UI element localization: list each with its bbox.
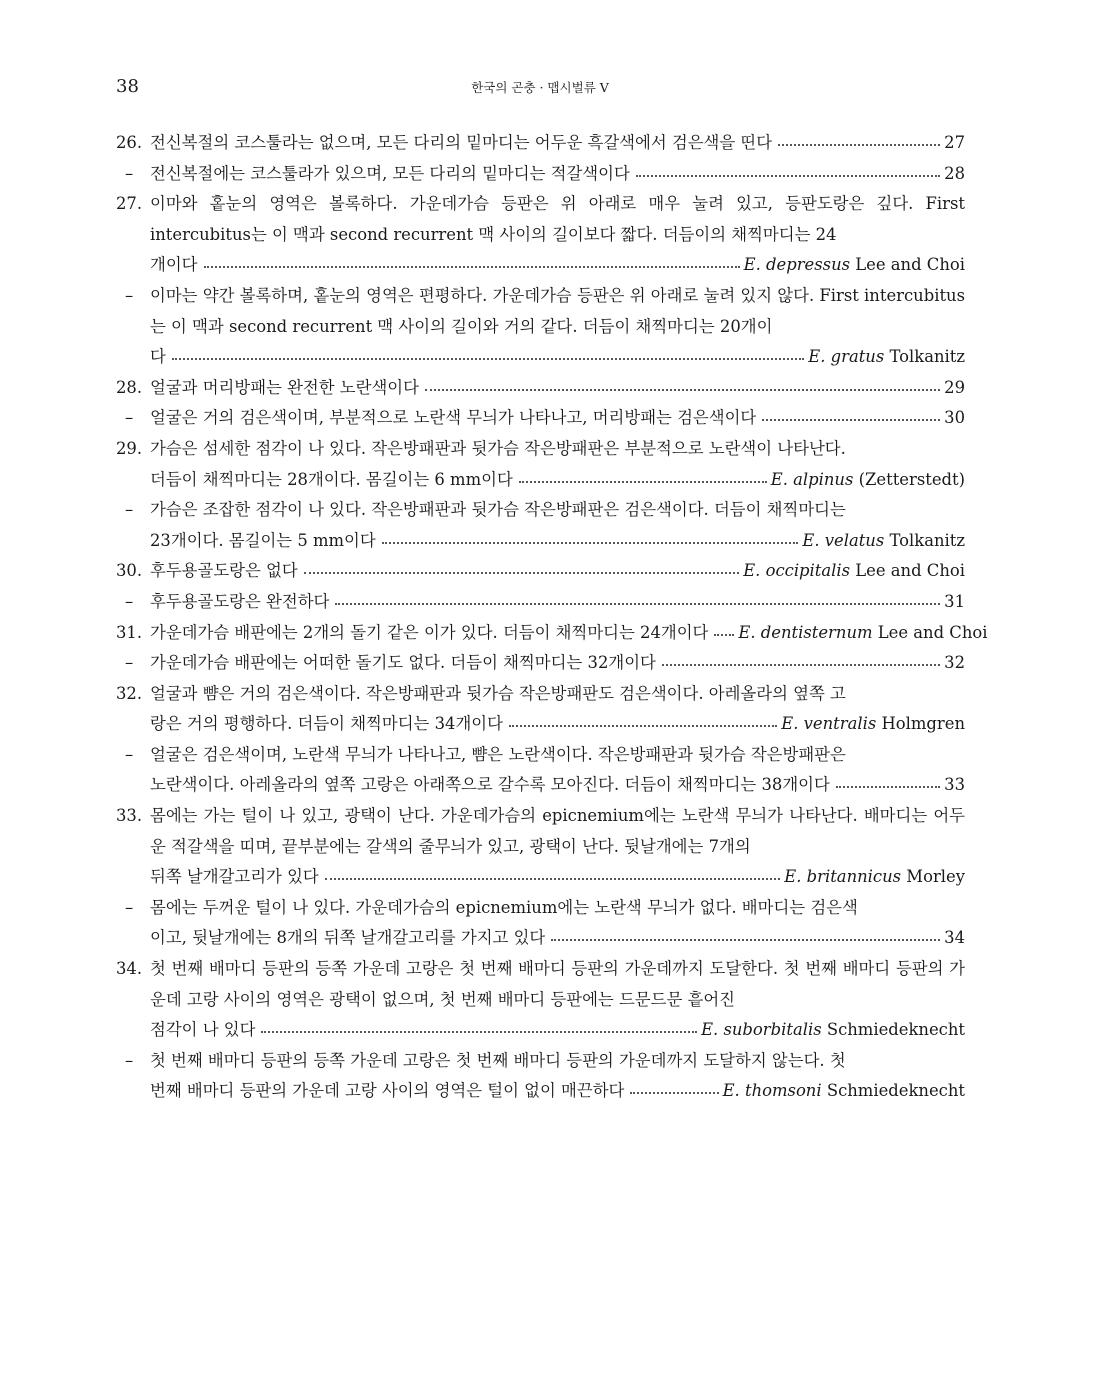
couplet-number: – [125, 653, 134, 673]
couplet-result [944, 770, 965, 801]
dot-leader [172, 343, 804, 360]
couplet-text: 후두용골도랑은 완전하다 [150, 591, 330, 611]
species-author: Schmiedeknecht [826, 1081, 965, 1101]
couplet-result [743, 556, 965, 587]
couplet-text-end: 개이다 [150, 255, 198, 275]
next-couplet-ref: 28 [944, 163, 965, 183]
species-name: E. dentisternum [738, 622, 873, 642]
couplet-result-line [150, 373, 965, 404]
key-couplet [116, 801, 965, 893]
key-couplet [116, 648, 965, 679]
dot-leader [261, 1016, 697, 1033]
couplet-result [784, 862, 965, 893]
dot-leader [662, 649, 940, 666]
couplet-result [738, 618, 987, 649]
couplet-text: 얼굴과 뺨은 거의 검은색이다. 작은방패판과 뒷가슴 작은방패판도 검은색이다. 아레올라의 옆쪽 고 [150, 683, 846, 703]
dot-leader [519, 466, 767, 483]
couplet-text-end: 번째 배마디 등판의 가운데 고랑 사이의 영역은 털이 없이 매끈하다 [150, 1081, 625, 1101]
dot-leader [382, 527, 799, 544]
couplet-result [944, 373, 965, 404]
species-name: E. gratus [808, 347, 885, 367]
dot-leader [551, 925, 940, 942]
running-title: 한국의 곤충 · 맵시벌류 V [471, 80, 609, 95]
couplet-number: 34. [116, 959, 143, 979]
key-couplet [116, 679, 965, 740]
key-couplet [116, 434, 965, 495]
couplet-result [944, 403, 965, 434]
key-couplet [116, 128, 965, 159]
species-name: E. suborbitalis [701, 1020, 822, 1040]
couplet-number: 30. [116, 561, 143, 581]
next-couplet-ref: 29 [944, 377, 965, 397]
couplet-result-line [150, 128, 965, 159]
couplet-text-end: 뒤쪽 날개갈고리가 있다 [150, 867, 319, 887]
couplet-result-line [150, 465, 965, 496]
couplet-result-line [150, 648, 965, 679]
couplet-text: 가운데가슴 배판에는 어떠한 돌기도 없다. 더듬이 채찍마디는 32개이다 [150, 653, 656, 673]
dot-leader [304, 558, 739, 575]
species-author: Lee and Choi [855, 255, 965, 275]
next-couplet-ref: 34 [944, 928, 965, 948]
dot-leader [509, 711, 777, 728]
couplet-number: 27. [116, 194, 143, 214]
species-author: Tolkanitz [889, 347, 965, 367]
couplet-result-line [150, 159, 965, 190]
couplet-text-end: 23개이다. 몸길이는 5 mm이다 [150, 530, 376, 550]
key-couplet [116, 403, 965, 434]
dot-leader [778, 129, 940, 146]
couplet-text: 가슴은 조잡한 점각이 나 있다. 작은방패판과 뒷가슴 작은방패판은 검은색이다. 더듬이 채찍마디는 [150, 500, 846, 520]
dot-leader [636, 160, 940, 177]
couplet-result-line [150, 618, 988, 649]
species-author: Lee and Choi [877, 622, 988, 642]
couplet-number: – [125, 408, 134, 428]
couplet-result [802, 526, 965, 557]
key-couplet [116, 373, 965, 404]
identification-key [116, 128, 988, 1107]
species-author: Lee and Choi [855, 561, 965, 581]
couplet-result-line [150, 1015, 965, 1046]
couplet-result [808, 342, 965, 373]
key-couplet [116, 618, 988, 649]
couplet-number: – [125, 897, 134, 917]
couplet-number: – [125, 744, 134, 764]
couplet-result-line [150, 923, 965, 954]
couplet-text: 가슴은 섬세한 점각이 나 있다. 작은방패판과 뒷가슴 작은방패판은 부분적으로 노란색이 나타난다. [150, 438, 846, 458]
couplet-result-line [150, 250, 965, 281]
couplet-result-line [150, 587, 965, 618]
couplet-text: 몸에는 두꺼운 털이 나 있다. 가운데가슴의 epicnemium에는 노란색 무늬가 없다. 배마디는 검은색 [150, 897, 858, 917]
page-header [116, 76, 964, 100]
next-couplet-ref: 31 [944, 591, 965, 611]
couplet-result [944, 648, 965, 679]
couplet-text: 첫 번째 배마디 등판의 등쪽 가운데 고랑은 첫 번째 배마디 등판의 가운데까지 도달한다. 첫 번째 배마디 등판의 가운데 고랑 사이의 영역은 광택이 없으며, 첫 번째 배마디 등판에는 드문드문 흩어진 [150, 959, 965, 1009]
couplet-text-end: 노란색이다. 아레올라의 옆쪽 고랑은 아래쪽으로 갈수록 모아진다. 더듬이 채찍마디는 38개이다 [150, 775, 830, 795]
dot-leader [335, 588, 940, 605]
couplet-number: 32. [116, 683, 143, 703]
couplet-number: 33. [116, 806, 143, 826]
page-number: 38 [116, 76, 139, 97]
species-name: E. alpinus [770, 469, 854, 489]
key-couplet [116, 954, 965, 1046]
couplet-result [744, 250, 965, 281]
dot-leader [325, 864, 780, 881]
species-author: Holmgren [881, 714, 965, 734]
species-author: (Zetterstedt) [858, 469, 965, 489]
dot-leader [630, 1078, 718, 1095]
couplet-text-end: 점각이 나 있다 [150, 1020, 256, 1040]
next-couplet-ref: 32 [944, 653, 965, 673]
couplet-text: 후두용골도랑은 없다 [150, 561, 298, 581]
couplet-text: 얼굴과 머리방패는 완전한 노란색이다 [150, 377, 419, 397]
key-couplet [116, 495, 965, 556]
key-couplet [116, 893, 965, 954]
couplet-text: 얼굴은 검은색이며, 노란색 무늬가 나타나고, 뺨은 노란색이다. 작은방패판과 뒷가슴 작은방패판은 [150, 744, 846, 764]
couplet-text-end: 랑은 거의 평행하다. 더듬이 채찍마디는 34개이다 [150, 714, 503, 734]
dot-leader [762, 405, 940, 422]
couplet-text: 몸에는 가는 털이 나 있고, 광택이 난다. 가운데가슴의 epicnemium에는 노란색 무늬가 나타난다. 배마디는 어두운 적갈색을 띠며, 끝부분에는 갈색의 줄무늬가 있고, 광택이 난다. 뒷날개에는 7개의 [150, 806, 965, 856]
species-name: E. depressus [743, 255, 851, 275]
couplet-text: 이마는 약간 볼록하며, 홑눈의 영역은 편평하다. 가운데가슴 등판은 위 아래로 눌려 있지 않다. First intercubitus는 이 맥과 second recurrent 맥 사이의 길이와 거의 같다. 더듬이 채찍마디는 20개이 [150, 285, 965, 336]
species-author: Schmiedeknecht [826, 1020, 965, 1040]
dot-leader [425, 374, 940, 391]
couplet-text: 얼굴은 거의 검은색이며, 부분적으로 노란색 무늬가 나타나고, 머리방패는 검은색이다 [150, 408, 757, 428]
couplet-number: – [125, 163, 134, 183]
key-couplet [116, 587, 965, 618]
couplet-result [701, 1015, 965, 1046]
couplet-result-line [150, 526, 965, 557]
couplet-text: 가운데가슴 배판에는 2개의 돌기 같은 이가 있다. 더듬이 채찍마디는 24개이다 [150, 622, 709, 642]
couplet-text: 이마와 홑눈의 영역은 볼록하다. 가운데가슴 등판은 위 아래로 매우 눌려 있고, 등판도랑은 깊다. First intercubitus는 이 맥과 second recurrent 맥 사이의 길이보다 짧다. 더듬이의 채찍마디는 24 [150, 194, 965, 244]
couplet-number: – [125, 591, 134, 611]
species-name: E. occipitalis [743, 561, 851, 581]
couplet-result-line [150, 862, 965, 893]
couplet-text: 전신복절의 코스툴라는 없으며, 모든 다리의 밑마디는 어두운 흑갈색에서 검은색을 띤다 [150, 133, 773, 152]
couplet-result [781, 709, 965, 740]
key-couplet [116, 189, 965, 281]
key-couplet [116, 1046, 965, 1107]
couplet-number: 28. [116, 377, 143, 397]
dot-leader [204, 252, 740, 269]
next-couplet-ref: 30 [944, 408, 965, 428]
couplet-result [944, 923, 965, 954]
key-couplet [116, 740, 965, 801]
species-name: E. ventralis [781, 714, 877, 734]
species-author: Tolkanitz [889, 530, 965, 550]
species-name: E. thomsoni [722, 1081, 822, 1101]
dot-leader [714, 619, 734, 636]
couplet-result-line [150, 709, 965, 740]
couplet-number: 29. [116, 438, 143, 458]
couplet-text: 전신복절에는 코스툴라가 있으며, 모든 다리의 밑마디는 적갈색이다 [150, 163, 630, 183]
couplet-result-line [150, 342, 965, 373]
dot-leader [836, 772, 940, 789]
couplet-result [944, 159, 965, 190]
key-couplet [116, 281, 965, 373]
key-couplet [116, 556, 965, 587]
species-author: Morley [906, 867, 965, 887]
couplet-result [723, 1076, 965, 1107]
next-couplet-ref: 27 [944, 133, 965, 152]
couplet-text: 첫 번째 배마디 등판의 등쪽 가운데 고랑은 첫 번째 배마디 등판의 가운데까지 도달하지 않는다. 첫 [150, 1050, 846, 1070]
couplet-result [771, 465, 965, 496]
couplet-number: – [125, 1050, 134, 1070]
species-name: E. britannicus [784, 867, 902, 887]
couplet-text-end: 다 [150, 347, 166, 367]
couplet-number: – [125, 500, 134, 520]
next-couplet-ref: 33 [944, 775, 965, 795]
couplet-number: 31. [116, 622, 143, 642]
key-couplet [116, 159, 965, 190]
species-name: E. velatus [802, 530, 885, 550]
couplet-number: 26. [116, 133, 143, 152]
couplet-result [944, 587, 965, 618]
couplet-text-end: 더듬이 채찍마디는 28개이다. 몸길이는 6 mm이다 [150, 469, 513, 489]
couplet-result-line [150, 770, 965, 801]
couplet-number: – [125, 285, 134, 305]
couplet-text-end: 이고, 뒷날개에는 8개의 뒤쪽 날개갈고리를 가지고 있다 [150, 928, 546, 948]
couplet-result [944, 128, 965, 159]
couplet-result-line [150, 1076, 965, 1107]
couplet-result-line [150, 556, 965, 587]
couplet-result-line [150, 403, 965, 434]
